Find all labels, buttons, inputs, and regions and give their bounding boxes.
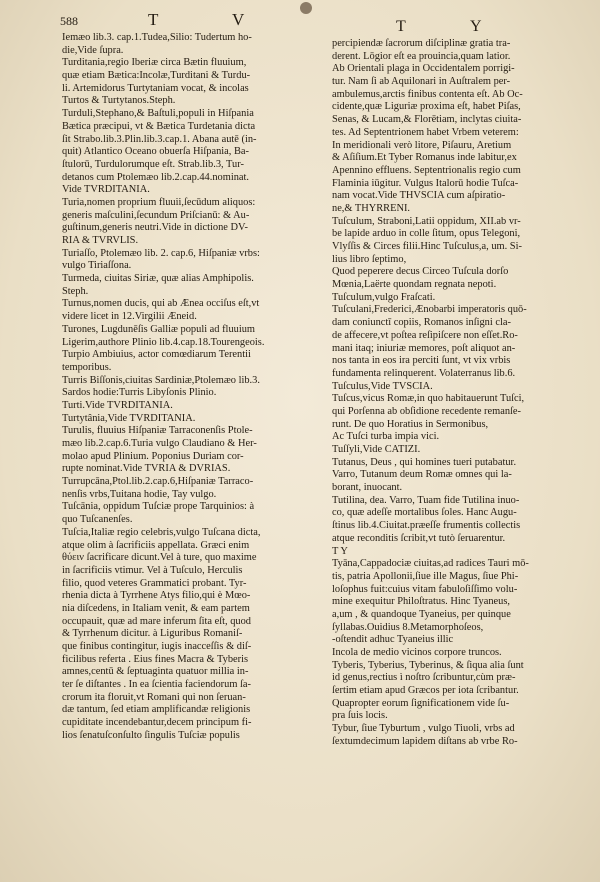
text-line: die,Vide ſupra. — [62, 44, 124, 56]
text-line: runt. De quo Horatius in Sermonibus, — [332, 418, 489, 430]
text-line: Ac Tuſci turba impia vici. — [332, 431, 440, 443]
text-line: Varro, Tutanum deum Romæ omnes qui la- — [332, 469, 512, 481]
text-line: ne,& THYRRENI. — [332, 202, 411, 214]
text-line: que finibus contingitur, iugis inacceſſis & diſ- — [62, 641, 252, 652]
text-line: quæ etiam Bætica:Incolæ,Turditani & Turdu- — [62, 70, 251, 82]
header-letter-left-1: T — [148, 10, 161, 29]
text-line: Quod peperere decus Circeo Tuſcula dorſo — [332, 266, 509, 278]
text-line: generis maſculini,ſecundum Priſcianū: & Au- — [62, 209, 250, 221]
header-letter-left-2: V — [232, 10, 247, 29]
text-line: be lapide arduo in colle ſitum, opus Telegoni, — [332, 228, 521, 240]
header-letter-right-1: T — [396, 18, 406, 35]
text-line: T Y — [332, 545, 348, 557]
text-line: lios ſenatuſconſulto ſingulis Tuſciæ populis — [62, 729, 240, 741]
right-column — [332, 38, 594, 749]
running-header — [0, 8, 600, 35]
text-line: Incola de medio vicinos corpore truncos. — [332, 647, 502, 658]
text-line: li. Artemidorus Turtytaniam vocat, & incolas — [62, 82, 249, 94]
text-line: & Tyrrhenum dicitur. à Liguribus Romaniſ- — [62, 628, 243, 640]
text-line: ter ſe diſtantes . In ea ſcientia faciendorum ſa- — [62, 679, 251, 691]
text-line: Flaminia iūgitur. Vulgus Italorū hodie Tuſca- — [332, 177, 519, 189]
text-line: nia diſcedens, in Italiam venit, & eam partem — [62, 602, 250, 614]
text-line: Turti.Vide TVRDITANIA. — [62, 399, 173, 411]
text-line: ambulemus,arctis finibus contenta eſt. Ab Oc- — [332, 88, 523, 100]
text-line: guſtinum,generis neutri.Vide in dictione DV- — [62, 222, 248, 234]
text-line: nenſis vrbs,Tuitana hodie, Tay vulgo. — [62, 488, 217, 500]
text-line: Tuſculum, Straboni,Latii oppidum, XII.ab vr- — [332, 215, 521, 227]
text-line: filio, quod veteres Grammatici probant. Tyr- — [62, 577, 247, 589]
text-line: ſit Strabo.lib.3.Plin.lib.3.cap.1. Abana autē (in- — [62, 133, 257, 145]
text-line: tes. Ad Septentrionem habet Vrbem veterem: — [332, 126, 519, 138]
text-line: ſtulorū, Turdulorumque eſt. Strab.lib.3, Tur- — [62, 158, 244, 170]
text-line: Turrupcāna,Ptol.lib.2.cap.6,Hiſpaniæ Tarraco- — [62, 476, 254, 488]
text-line: Tutilina, dea. Varro, Tuam fide Tutilina inuo- — [332, 494, 520, 506]
text-line: dam coniunctī copiis, Romanos inſigni cla- — [332, 317, 511, 329]
text-line: Tuſcānia, oppidum Tuſciæ prope Tarquinios: à — [62, 501, 255, 513]
text-line: nos tanta in eos ira perciti ſunt, vt vix vrbis — [332, 355, 511, 367]
text-line: nam vocat.Vide THVSCIA cum aſpiratio- — [332, 190, 506, 202]
text-line: Turones, Lugdunēſis Galliæ populi ad fluuium — [62, 323, 255, 335]
text-line: Turmeda, ciuitas Siriæ, quæ alias Amphipolis. — [62, 273, 254, 285]
text-line: Turduli,Stephano,& Baſtuli,populi in Hiſpania — [62, 108, 254, 120]
text-line: Steph. — [62, 285, 89, 297]
text-line: Tuſculani,Frederici,Ænobarbi imperatoris quō- — [332, 304, 527, 316]
text-line: Tybur, ſiue Tyburtum , vulgo Tiuoli, vrbs ad — [332, 723, 515, 735]
text-line: tur. Nam ſi ab Aquilonari in Auſtralem per- — [332, 76, 511, 88]
text-line: Tyāna,Cappadociæ ciuitas,ad radices Tauri mō- — [332, 558, 529, 570]
text-line: Tuſculus,Vide TVSCIA. — [332, 380, 433, 392]
text-line: percipiendæ ſacrorum diſciplinæ gratia tra- — [332, 38, 511, 49]
text-line: Senas, & Lucam,& Florētiam, inclytas ciuita- — [332, 114, 522, 126]
text-line: ſyllabas.Ouidius 8.Metamorphoſeos, — [332, 621, 484, 633]
text-line: ſtinus lib.4.Ciuitat.præeſſe frumentis collectis — [332, 520, 521, 532]
text-line: In meridionali verò litore, Piſauru, Aretium — [332, 139, 512, 151]
text-line: Turulis, fluuius Hiſpaniæ Tarraconenſis Ptole- — [62, 425, 253, 437]
text-line: -oſtendit adhuc Tyaneius illic — [332, 634, 454, 646]
text-line: rhenia dicta à Tyrrhene Atys filio,qui è Mœo- — [62, 590, 251, 602]
text-line: atque olim à ſacrificiis appellata. Græci enim — [62, 539, 250, 551]
text-line: occupauit, quæ ad mare inferum ſita eſt, quod — [62, 615, 251, 627]
text-line: cupiditate incendebantur,decem principum fi- — [62, 717, 252, 729]
text-line: ſextumdecimum lapidem diſtans ab vrbe Ro- — [332, 735, 518, 747]
text-line: co, quæ adeſſe mortalibus ſoles. Hanc Augu- — [332, 507, 517, 519]
text-line: Turiaſſo, Ptolemæo lib. 2. cap.6, Hiſpaniæ vrbs: — [62, 247, 260, 259]
text-line: Turtos & Turtytanos.Steph. — [62, 95, 176, 107]
text-line: Ab Orientali plaga in Occidentalem porrigi- — [332, 63, 515, 75]
left-column — [62, 32, 320, 743]
text-line: lius libro ſeptimo, — [332, 253, 407, 265]
text-line: & Aſiſium.Et Tyber Romanus inde labitur,ex — [332, 152, 517, 164]
text-line: amnes,centū & ſeptuaginta quatuor millia in- — [62, 666, 249, 678]
header-letter-right-2: Y — [470, 18, 482, 35]
text-line: ficilibus referta . Eius fines Macra & Tyberis — [62, 653, 249, 665]
text-line: molao apud Plinium. Poponius Duriam cor- — [62, 450, 244, 462]
text-line: Tuſſyli,Vide CATIZI. — [332, 444, 421, 455]
text-line: loſophus fuit:cuius vitam fabuloſiſſimo volu- — [332, 583, 518, 595]
text-line: quit) Atlantico Oceano obuerſa Hiſpania, Ba- — [62, 146, 249, 158]
text-line: Mœnia,Laërte quondam regnata nepoti. — [332, 279, 497, 291]
text-line: Tuſcus,vicus Romæ,in quo habitauerunt Tuſci, — [332, 393, 525, 405]
text-line: Vide TVRDITANIA. — [62, 184, 150, 196]
text-line: Tuſcia,Italiæ regio celebris,vulgo Tuſcana dicta, — [62, 526, 261, 538]
text-line: mæo lib.2.cap.6.Turia vulgo Claudiano & Her- — [62, 438, 257, 449]
text-line: Turris Biſſonis,ciuitas Sardiniæ,Ptolemæo lib.3. — [62, 374, 260, 386]
text-line: pra ſuis locis. — [332, 710, 388, 722]
text-line: Ligerim,authore Plinio lib.4.cap.18.Tourengeois. — [62, 336, 265, 348]
text-line: borant, inuocant. — [332, 482, 403, 494]
text-line: Tyberis, Tyberius, Tyberinus, & ſiqua alia ſunt — [332, 659, 524, 671]
text-line: Turditania,regio Iberiæ circa Bætin fluuium, — [62, 57, 247, 69]
text-line: cidente,quæ Liguriæ proxima eſt, habet Piſas, — [332, 101, 521, 113]
text-line: fundamenta relinquerent. Volaterranus lib.6. — [332, 367, 516, 379]
text-line: vulgo Tiriaſſona. — [62, 260, 132, 272]
text-line: mani itaq; iniuriæ memores, poſt aliquot an- — [332, 342, 516, 354]
text-line: rupte nominat.Vide TVRIA & DVRIAS. — [62, 463, 231, 475]
text-line: de affecere,vt poſtea reſipiſcere non eſſet.Ro- — [332, 329, 518, 341]
text-line: id genus,rectius ì noſtro ſcribuntur,cùm præ- — [332, 672, 516, 684]
page-number: 588 — [60, 14, 78, 28]
text-line: ſertim etiam apud Græcos per iota ſcribantur. — [332, 685, 519, 697]
text-line: Turia,nomen proprium fluuii,ſecūdum aliquos: — [62, 196, 256, 208]
text-line: qui Porſenna ab obſidione recedente remanſe- — [332, 405, 521, 417]
text-line: mine exequitur Philoſtratus. Hinc Tyaneus, — [332, 596, 510, 608]
text-line: Vlyſſis & Circes filii.Hinc Tuſculus,a, um. Si- — [332, 241, 522, 252]
text-line: Sardos hodie:Turris Libyſonis Plinio. — [62, 387, 217, 399]
text-line: Turtytânia,Vide TVRDITANIA. — [62, 412, 196, 424]
text-line: detanos cum Ptolemæo lib.2.cap.44.nominat. — [62, 171, 250, 183]
text-line: a,um , & quandoque Tyaneius, per quinque — [332, 608, 511, 620]
text-line: videre licet in 12.Virgilii Æneid. — [62, 311, 197, 323]
text-line: temporibus. — [62, 361, 112, 373]
text-line: tis, patria Apollonii,ſiue ille Magus, ſiue Phi- — [332, 570, 519, 582]
text-line: θύειν ſacrificare dicunt.Vel à ture, quo maxime — [62, 552, 257, 564]
text-line: quo Tuſcanenſes. — [62, 514, 133, 526]
text-line: crorum ita floruit,vt Romani qui non ſeruan- — [62, 691, 246, 703]
text-line: Tuſculum,vulgo Fraſcati. — [332, 291, 436, 303]
text-line: atque reconditis ſcribit,vt tutò ſeruarentur. — [332, 532, 506, 544]
text-line: derent. Lōgior eſt ea prouincia,quam latior. — [332, 50, 511, 62]
text-line: dæ tantum, ſed etiam amplificandæ religionis — [62, 704, 251, 716]
text-line: Turnus,nomen ducis, qui ab Ænea occiſus eſt,vt — [62, 298, 260, 310]
text-line: in ſacrificiis vtimur. Vel à Tuſculo, Herculis — [62, 564, 243, 576]
text-line: Tutanus, Deus , qui homines tueri putabatur. — [332, 456, 517, 468]
text-line: Iemæo lib.3. cap.1.Tudea,Silio: Tudertum ho- — [62, 32, 252, 43]
text-line: Bætica præcipui, vt & Bætica Turdetania dicta — [62, 120, 256, 132]
text-line: Turpio Ambiuius, actor comœdiarum Terentii — [62, 349, 251, 361]
text-line: RIA & TVRVLIS. — [62, 235, 139, 246]
text-line: Apennino effluens. Septentrionalis regio cum — [332, 164, 521, 176]
text-line: Quapropter eorum ſignificationem vide ſu- — [332, 697, 510, 709]
